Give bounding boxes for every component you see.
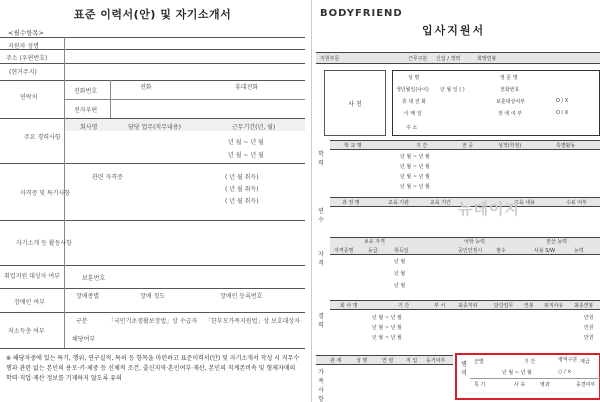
duty-label: 담당업무 bbox=[494, 303, 514, 309]
career-period-row: 년 월 ~ 년 월 bbox=[372, 315, 402, 321]
contact-label: 연락처 bbox=[20, 94, 38, 101]
application-form-panel bbox=[311, 0, 600, 402]
training-section-label: 연 수 bbox=[318, 208, 324, 224]
watermark-text: 뉴데이지 bbox=[458, 200, 520, 218]
age-label: 연 령 bbox=[382, 358, 394, 364]
veterans-no-label: 보훈번호 bbox=[82, 275, 106, 282]
table-row bbox=[0, 163, 305, 164]
service-type-label: 병역구분 bbox=[558, 357, 578, 363]
intro-label: 자기소개 등 활동사항 bbox=[16, 240, 72, 247]
unit-label: 만원 bbox=[584, 325, 594, 331]
mobile-label: 휴 대 전 화 bbox=[402, 99, 427, 105]
veterans-label: 보훈대상여부 bbox=[496, 99, 525, 105]
qual-date-row: 년 월 bbox=[394, 271, 406, 277]
dept-label: 부 서 bbox=[434, 303, 446, 309]
specialty-label: 특 기 bbox=[474, 382, 486, 388]
level-label: 등급 bbox=[368, 248, 378, 254]
duty-label: 담당 업무(직무내용) bbox=[128, 124, 181, 131]
table-row bbox=[0, 348, 305, 349]
disability-reg-label: 장애인 등록번호 bbox=[220, 293, 263, 300]
score-label: 점수 bbox=[496, 248, 506, 254]
cert-date-row: ( 년 월 취득) bbox=[225, 174, 259, 181]
low-income-label: 저소득층 여부 bbox=[8, 328, 45, 335]
computer-label: 전산 능력 bbox=[546, 239, 567, 245]
table-row bbox=[0, 312, 305, 313]
name-label: 성 명 bbox=[408, 75, 420, 81]
branch-type-label: 군별 bbox=[474, 359, 484, 365]
cert-label: 자격증 및 특기사항 bbox=[20, 190, 71, 197]
qual-date-row: 년 월 bbox=[394, 259, 406, 265]
rank-label: 계급 bbox=[580, 359, 590, 365]
table-row bbox=[0, 49, 305, 50]
table-row bbox=[0, 288, 305, 289]
corps-label: 병과 bbox=[540, 382, 550, 388]
career-period-row: 년 월 ~ 년 월 bbox=[372, 325, 402, 331]
edu-period-row: 년 월 ~ 년 월 bbox=[400, 164, 430, 170]
completion-label: 종결여부 bbox=[576, 382, 596, 388]
software-label: 사용 S/W bbox=[534, 248, 556, 254]
career-salary-label: 연봉 bbox=[524, 303, 534, 309]
edu-period-row: 년 월 ~ 년 월 bbox=[400, 154, 430, 160]
row-divider bbox=[64, 99, 305, 100]
career-period-label: 기 간 bbox=[398, 303, 410, 309]
unit-label: 만원 bbox=[584, 335, 594, 341]
military-period-label: 기 간 bbox=[524, 359, 536, 365]
period-label: 근무기간(년, 월) bbox=[232, 124, 276, 131]
org-label: 교육 기관 bbox=[388, 200, 409, 206]
support-target-label: 취업지원 대상자 여부 bbox=[4, 273, 60, 280]
edu-period-row: 년 월 ~ 년 월 bbox=[400, 174, 430, 180]
category-label: 구분 bbox=[76, 318, 88, 325]
course-label: 과 정 명 bbox=[342, 200, 360, 206]
mobile-label: 휴대전화 bbox=[235, 84, 259, 91]
required-items-label: <필수항목> bbox=[8, 29, 45, 37]
acquired-label: 취득일 bbox=[394, 248, 409, 254]
disability-type-label: 장애종별 bbox=[76, 293, 100, 300]
applicant-name-label: 지원자 성명 bbox=[8, 43, 39, 50]
edu-period-label: 기 간 bbox=[416, 143, 428, 149]
column-divider bbox=[110, 80, 111, 118]
birth-value: 년 월 일 ( ) bbox=[440, 87, 465, 93]
basic-living-label: 「국민기초생활보장법」상 수급자 bbox=[108, 318, 198, 325]
phone-no-label: 전화번호 bbox=[74, 88, 98, 95]
table-row bbox=[0, 265, 305, 266]
job-label: 직 업 bbox=[406, 358, 418, 364]
completion-label: 수료 여부 bbox=[566, 200, 587, 206]
ability-label: 능력 bbox=[574, 248, 584, 254]
phone-label: 전화번호 bbox=[500, 87, 520, 93]
work-type-options: 신입 / 경력 bbox=[436, 56, 461, 62]
qualification-section-label: 자 격 bbox=[318, 251, 324, 267]
address-label: 주 소 bbox=[406, 125, 418, 131]
reason-label: 사 유 bbox=[514, 382, 526, 388]
career-label: 주요 경력사항 bbox=[24, 134, 61, 141]
cert-date-row: ( 년 월 취득) bbox=[225, 198, 259, 205]
grade-label: 성적(학점) bbox=[498, 143, 522, 149]
address-sub-label: (현거주지) bbox=[9, 69, 37, 76]
dept-label: 지원부문 bbox=[320, 56, 340, 62]
career-period-row: 년 월 ~ 년 월 bbox=[372, 335, 402, 341]
military-section-label: 병 역 bbox=[461, 361, 467, 377]
disabled-label: 장 애 여 부 bbox=[498, 111, 523, 117]
last-salary-label: 최종연봉 bbox=[574, 303, 594, 309]
relation-label: 관 계 bbox=[330, 358, 342, 364]
bodyfriend-logo: BODYFRIEND bbox=[320, 8, 403, 19]
training-period-label: 교육 기간 bbox=[430, 200, 451, 206]
unit-label: 만원 bbox=[584, 315, 594, 321]
cert-label: 보유 자격 bbox=[364, 239, 385, 245]
military-period-row: 년 월 ~ 년 월 bbox=[502, 370, 532, 376]
military-ox: ○ / × bbox=[558, 369, 572, 375]
disability-degree-label: 장애 정도 bbox=[140, 293, 166, 300]
phone-label: 전화 bbox=[140, 84, 152, 91]
period-row: 년 월 ~ 년 월 bbox=[228, 139, 264, 146]
disabled-ox: O / X bbox=[556, 110, 569, 116]
related-cert-label: 관련 자격증 bbox=[92, 174, 123, 181]
row-divider bbox=[470, 378, 600, 379]
school-label: 학 교 명 bbox=[344, 143, 362, 149]
family-section-label: 가족 사항 bbox=[318, 369, 324, 402]
form-title: 입사지원서 bbox=[422, 24, 486, 37]
disability-label: 장애인 여부 bbox=[14, 299, 45, 306]
family-name-label: 성 명 bbox=[356, 358, 368, 364]
qual-date-row: 년 월 bbox=[394, 283, 406, 289]
period-row: 년 월 ~ 년 월 bbox=[228, 152, 264, 159]
position-label: 최종직위 bbox=[458, 303, 478, 309]
veterans-ox: O / X bbox=[556, 98, 569, 104]
address-label: 주소 (우편번호) bbox=[6, 55, 48, 62]
activity-label: 특별활동 bbox=[556, 143, 576, 149]
leave-reason-label: 퇴직사유 bbox=[544, 303, 564, 309]
table-row bbox=[0, 63, 305, 64]
major-label: 전 공 bbox=[462, 143, 474, 149]
email-label: 전자우편 bbox=[74, 107, 98, 114]
edu-period-row: 년 월 ~ 년 월 bbox=[400, 184, 430, 190]
content-label: 교육 내용 bbox=[514, 200, 535, 206]
exam-label: 공인인정시 bbox=[458, 248, 483, 254]
resume-title: 표준 이력서(안) 및 자기소개서 bbox=[73, 8, 232, 21]
table-row bbox=[0, 37, 305, 38]
single-parent-label: 「한부모가족지원법」상 보호대상자 bbox=[205, 318, 301, 325]
language-label: 어학 능력 bbox=[464, 239, 485, 245]
english-name-label: 영 문 명 bbox=[500, 75, 518, 81]
table-row bbox=[0, 220, 305, 221]
company-label: 회 사 명 bbox=[340, 303, 358, 309]
work-type-label: 근무구분 bbox=[408, 56, 428, 62]
note-text: ※ 해당자중에 있는 특기, 행위, 연구실적, 특허 등 항목을 마련하고 표준이력서(안) 및 자기소개서 작성 시 직무수행과 관련 없는 본인의 용모·키·체중 등 신체적 조건, 출신지역·혼인여부·재산, 본인의 직계존비속 및 형제자매의 학력·직업·재산 정보를 기재하지 않도록 유의 bbox=[6, 355, 300, 382]
applicable-label: 해당여부 bbox=[72, 336, 96, 343]
cert-name-label: 자격증명 bbox=[334, 248, 354, 254]
photo-label: 사 진 bbox=[348, 101, 362, 108]
salary-label: 희망연봉 bbox=[477, 56, 497, 62]
birth-label: 생년월일(나이) bbox=[396, 87, 429, 93]
live-together-label: 동거여부 bbox=[426, 358, 446, 364]
table-row bbox=[0, 80, 305, 81]
email-label: 이 메 일 bbox=[404, 111, 422, 117]
company-label: 회사명 bbox=[80, 124, 98, 131]
education-section-label: 학 력 bbox=[318, 151, 324, 167]
cert-date-row: ( 년 월 취득) bbox=[225, 186, 259, 193]
photo-box bbox=[324, 70, 386, 136]
career-section-label: 경 력 bbox=[318, 313, 324, 329]
